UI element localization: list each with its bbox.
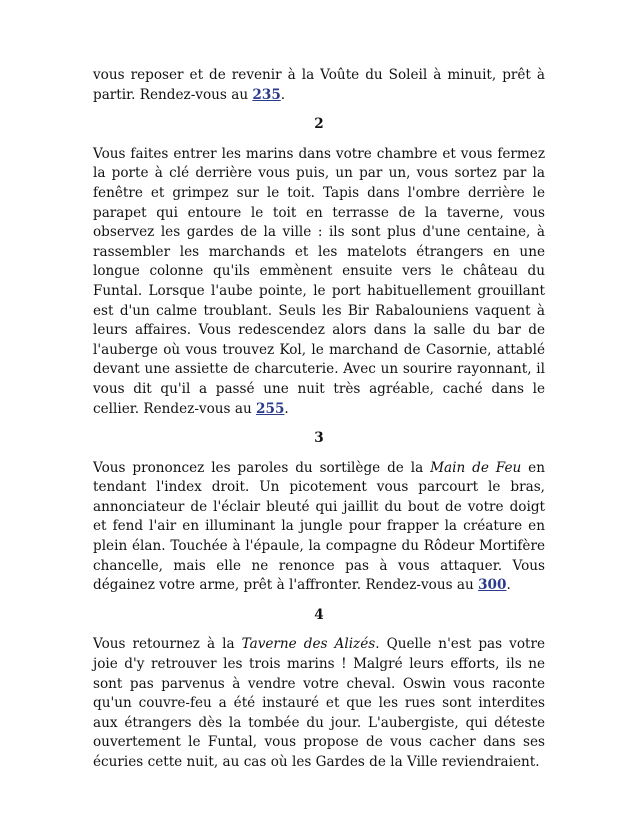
section-link-255[interactable]: 255 — [256, 400, 285, 417]
paragraph-4 — [93, 635, 545, 772]
paragraph-1-continued — [93, 66, 545, 105]
section-link-235[interactable]: 235 — [252, 86, 281, 103]
paragraph-text: vous reposer et de revenir à la Voûte du Soleil à minuit, prêt à partir. Rendez-vous au — [93, 67, 545, 103]
paragraph-2 — [93, 145, 545, 419]
paragraph-text: Vous prononcez les paroles du sortilège de la — [93, 459, 431, 476]
section-number-4: 4 — [314, 606, 324, 623]
section-link-300[interactable]: 300 — [478, 577, 507, 594]
paragraph-text: Vous retournez à la — [93, 636, 242, 653]
section-number-2: 2 — [314, 116, 324, 133]
paragraph-text: Vous faites entrer les marins dans votre chambre et vous fermez la porte à clé derrière vous puis, un par un, vous sortez par la fenêtre et grimpez sur le toit. Tapis dans l'ombre derrière le parapet qui entoure le toit en terrasse de la taverne, vous observez les gardes de la ville : ils sont plus d'une centaine, à rassembler les marchands et les matelots étrangers en une longue colonne qu'ils emmènent ensuite vers le château du Funtal. Lorsque l'aube pointe, le port habituellement grouillant est d'un calme troublant. Seuls les Bir Rabalouniens vaquent à leurs affaires. Vous redescendez alors dans la salle du bar de l'auberge où vous trouvez Kol, le marchand de Casornie, attablé devant une assiette de charcuterie. Avec un sourire rayonnant, il vous dit qu'il a passé une nuit très agréable, caché dans le cellier. Rendez-vous au — [93, 145, 545, 417]
paragraph-text: . — [280, 86, 286, 103]
paragraph-text: en tendant l'index droit. Un picotement vous parcourt le bras, annonciateur de l'éclair bleuté qui jaillit du bout de votre doigt et fend l'air en illuminant la jungle pour frapper la créature en plein élan. Touchée à l'épaule, la compagne du Rôdeur Mortifère chancelle, mais elle ne renonce pas à vous attaquer. Vous dégainez votre arme, prêt à l'affronter. Rendez-vous au — [93, 459, 545, 594]
tavern-name: Taverne des Alizés — [241, 636, 376, 653]
paragraph-3 — [93, 459, 545, 596]
paragraph-text: . — [506, 577, 511, 594]
document-page — [93, 66, 545, 773]
paragraph-text: . Quelle n'est pas votre joie d'y retrouver les trois marins ! Malgré leurs efforts, ils ne sont pas parvenus à vendre votre cheval. Oswin vous raconte qu'un couvre-feu a été instauré et que les rues sont interdites aux étrangers dès la tombée du jour. L'aubergiste, qui déteste ouvertement le Funtal, vous propose de vous cacher dans ses écuries cette nuit, au cas où les Gardes de la Ville reviendraient. — [93, 636, 546, 770]
section-number-3: 3 — [314, 430, 324, 447]
spell-name: Main de Feu — [430, 459, 522, 476]
paragraph-text: . — [284, 400, 289, 417]
